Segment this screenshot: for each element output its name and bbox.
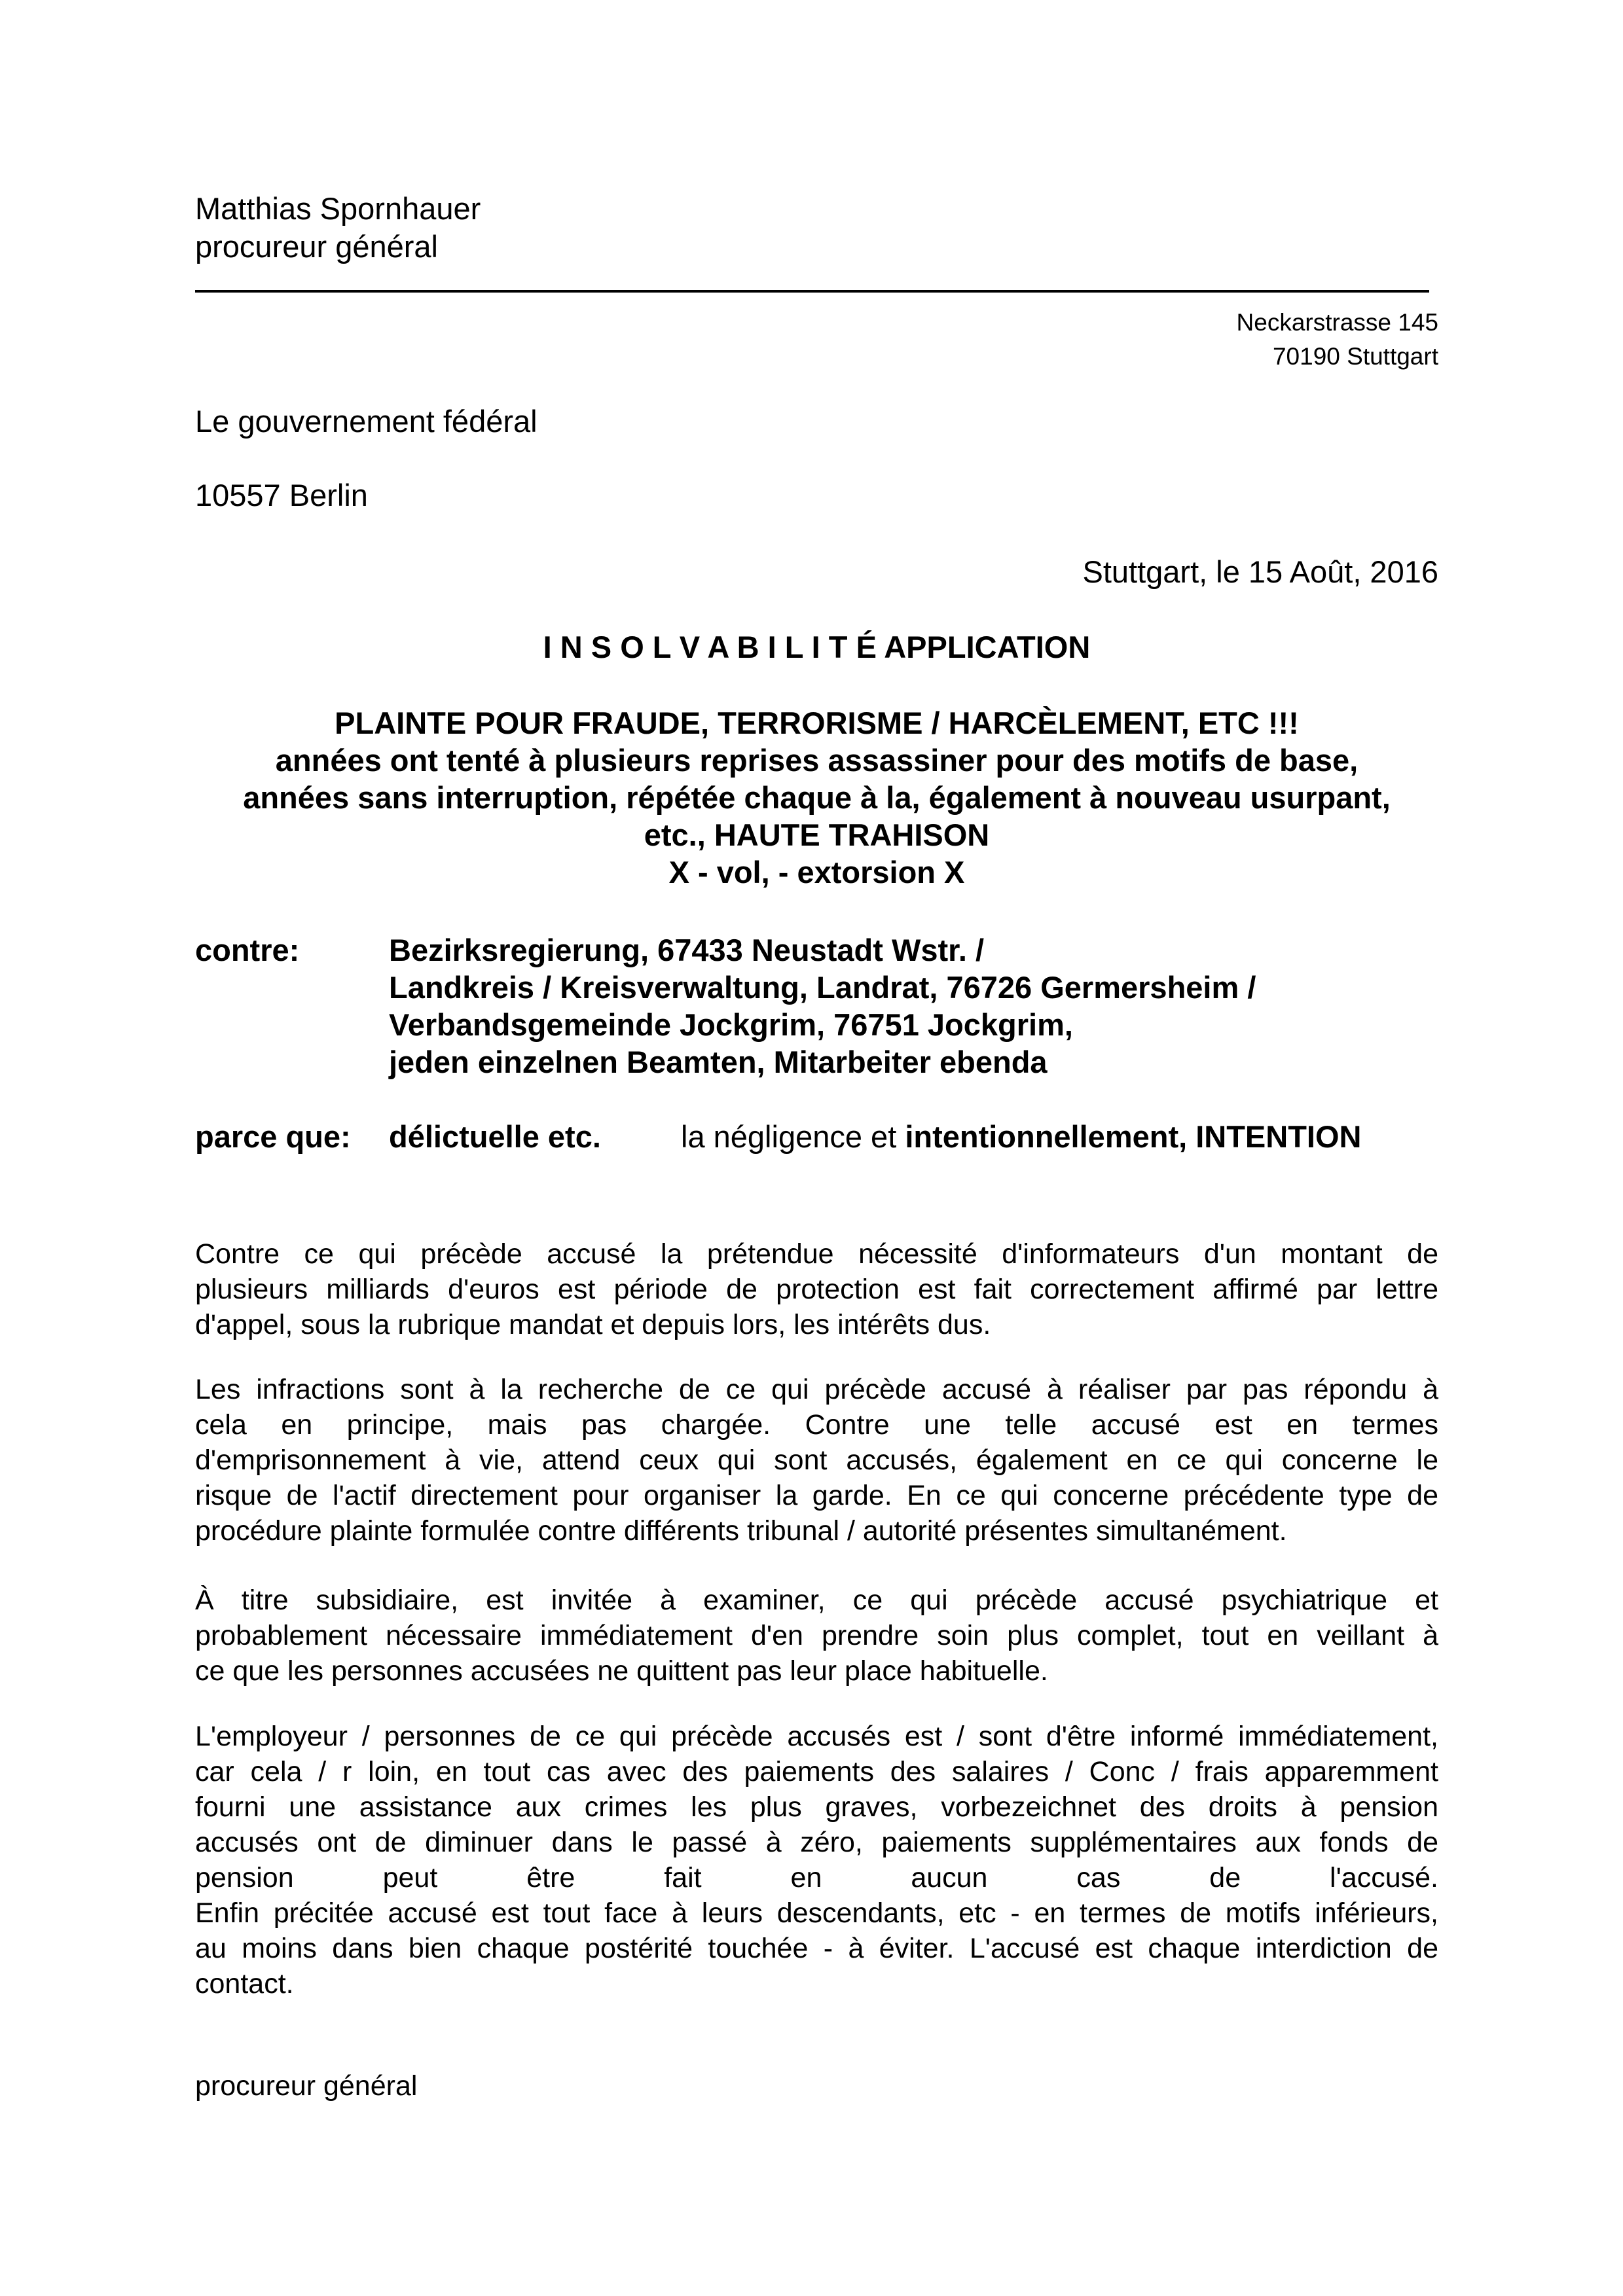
subject-line: etc., HAUTE TRAHISON xyxy=(644,817,990,852)
against-list xyxy=(389,931,1256,1081)
paragraph-line: Contre ce qui précède accusé la prétendue nécessité d'informateurs d'un montant de xyxy=(195,1238,1438,1270)
sender-address xyxy=(1237,306,1438,374)
letter-title: I N S O L V A B I L I T É APPLICATION xyxy=(543,630,1091,664)
against-label: contre: xyxy=(195,933,300,967)
paragraph-line: d'emprisonnement à vie, attend ceux qui sont accusés, également en ce qui concerne le xyxy=(195,1444,1438,1476)
body-paragraph xyxy=(195,1719,1438,2001)
paragraph-line: accusés ont de diminuer dans le passé à zéro, paiements supplémentaires aux fonds de xyxy=(195,1827,1438,1858)
body-paragraph xyxy=(195,1372,1438,1549)
letter-title-block xyxy=(195,628,1438,666)
paragraph-line: pension peut être fait en aucun cas de l'accusé. xyxy=(195,1862,1438,1893)
paragraph-line: d'appel, sous la rubrique mandat et depuis lors, les intérêts dus. xyxy=(195,1309,991,1340)
subject-line: années ont tenté à plusieurs reprises assassiner pour des motifs de base, xyxy=(275,743,1359,778)
against-item: Verbandsgemeinde Jockgrim, 76751 Jockgrim, xyxy=(389,1007,1073,1042)
recipient-city: 10557 Berlin xyxy=(195,478,368,512)
paragraph-line: plusieurs milliards d'euros est période de protection est fait correctement affirmé par lettre xyxy=(195,1274,1438,1305)
body-paragraph xyxy=(195,1236,1438,1342)
paragraph-line: ce que les personnes accusées ne quittent pas leur place habituelle. xyxy=(195,1655,1048,1687)
because-label: parce que: xyxy=(195,1119,351,1154)
because-detail-plain: la négligence et xyxy=(681,1119,905,1154)
letter-subject xyxy=(195,704,1438,891)
letter-date: Stuttgart, le 15 Août, 2016 xyxy=(1082,554,1438,589)
header-divider xyxy=(195,290,1429,293)
paragraph-line: procédure plainte formulée contre différents tribunal / autorité présentes simultanément. xyxy=(195,1515,1287,1547)
paragraph-line: Enfin précitée accusé est tout face à leurs descendants, etc - en termes de motifs inférieurs, xyxy=(195,1897,1438,1929)
against-item: Bezirksregierung, 67433 Neustadt Wstr. / xyxy=(389,933,984,967)
because-value: délictuelle etc. xyxy=(389,1119,601,1154)
sender-name: Matthias Spornhauer xyxy=(195,191,481,226)
paragraph-line: contact. xyxy=(195,1968,294,2000)
paragraph-line: À titre subsidiaire, est invitée à examiner, ce qui précède accusé psychiatrique et xyxy=(195,1585,1438,1616)
paragraph-line: L'employeur / personnes de ce qui précède accusés est / sont d'être informé immédiatement, xyxy=(195,1721,1438,1752)
because-detail-bold: intentionnellement, INTENTION xyxy=(905,1119,1362,1154)
paragraph-line: car cela / r loin, en tout cas avec des paiements des salaires / Conc / frais apparemment xyxy=(195,1756,1438,1787)
subject-line: années sans interruption, répétée chaque à la, également à nouveau usurpant, xyxy=(243,780,1391,815)
paragraph-line: au moins dans bien chaque postérité touchée - à éviter. L'accusé est chaque interdiction de xyxy=(195,1933,1438,1964)
paragraph-line: Les infractions sont à la recherche de ce qui précède accusé à réaliser par pas répondu à xyxy=(195,1374,1438,1405)
recipient-name: Le gouvernement fédéral xyxy=(195,404,538,439)
paragraph-line: probablement nécessaire immédiatement d'en prendre soin plus complet, tout en veillant à xyxy=(195,1620,1438,1651)
body-paragraph xyxy=(195,1583,1438,1689)
subject-line: PLAINTE POUR FRAUDE, TERRORISME / HARCÈLEMENT, ETC !!! xyxy=(335,706,1299,740)
signature: procureur général xyxy=(195,2070,418,2102)
because-detail xyxy=(681,1118,1362,1156)
paragraph-line: fourni une assistance aux crimes les plus graves, vorbezeichnet des droits à pension xyxy=(195,1791,1438,1823)
sender-block xyxy=(195,190,481,266)
address-street: Neckarstrasse 145 xyxy=(1236,309,1438,336)
sender-role: procureur général xyxy=(195,229,438,264)
against-item: Landkreis / Kreisverwaltung, Landrat, 76726 Germersheim / xyxy=(389,970,1256,1005)
against-item: jeden einzelnen Beamten, Mitarbeiter ebenda xyxy=(389,1045,1048,1079)
paragraph-line: cela en principe, mais pas chargée. Contre une telle accusé est en termes xyxy=(195,1409,1438,1441)
paragraph-line: risque de l'actif directement pour organiser la garde. En ce qui concerne précédente type de xyxy=(195,1480,1438,1511)
address-city: 70190 Stuttgart xyxy=(1272,343,1438,370)
subject-line: X - vol, - extorsion X xyxy=(668,855,965,889)
